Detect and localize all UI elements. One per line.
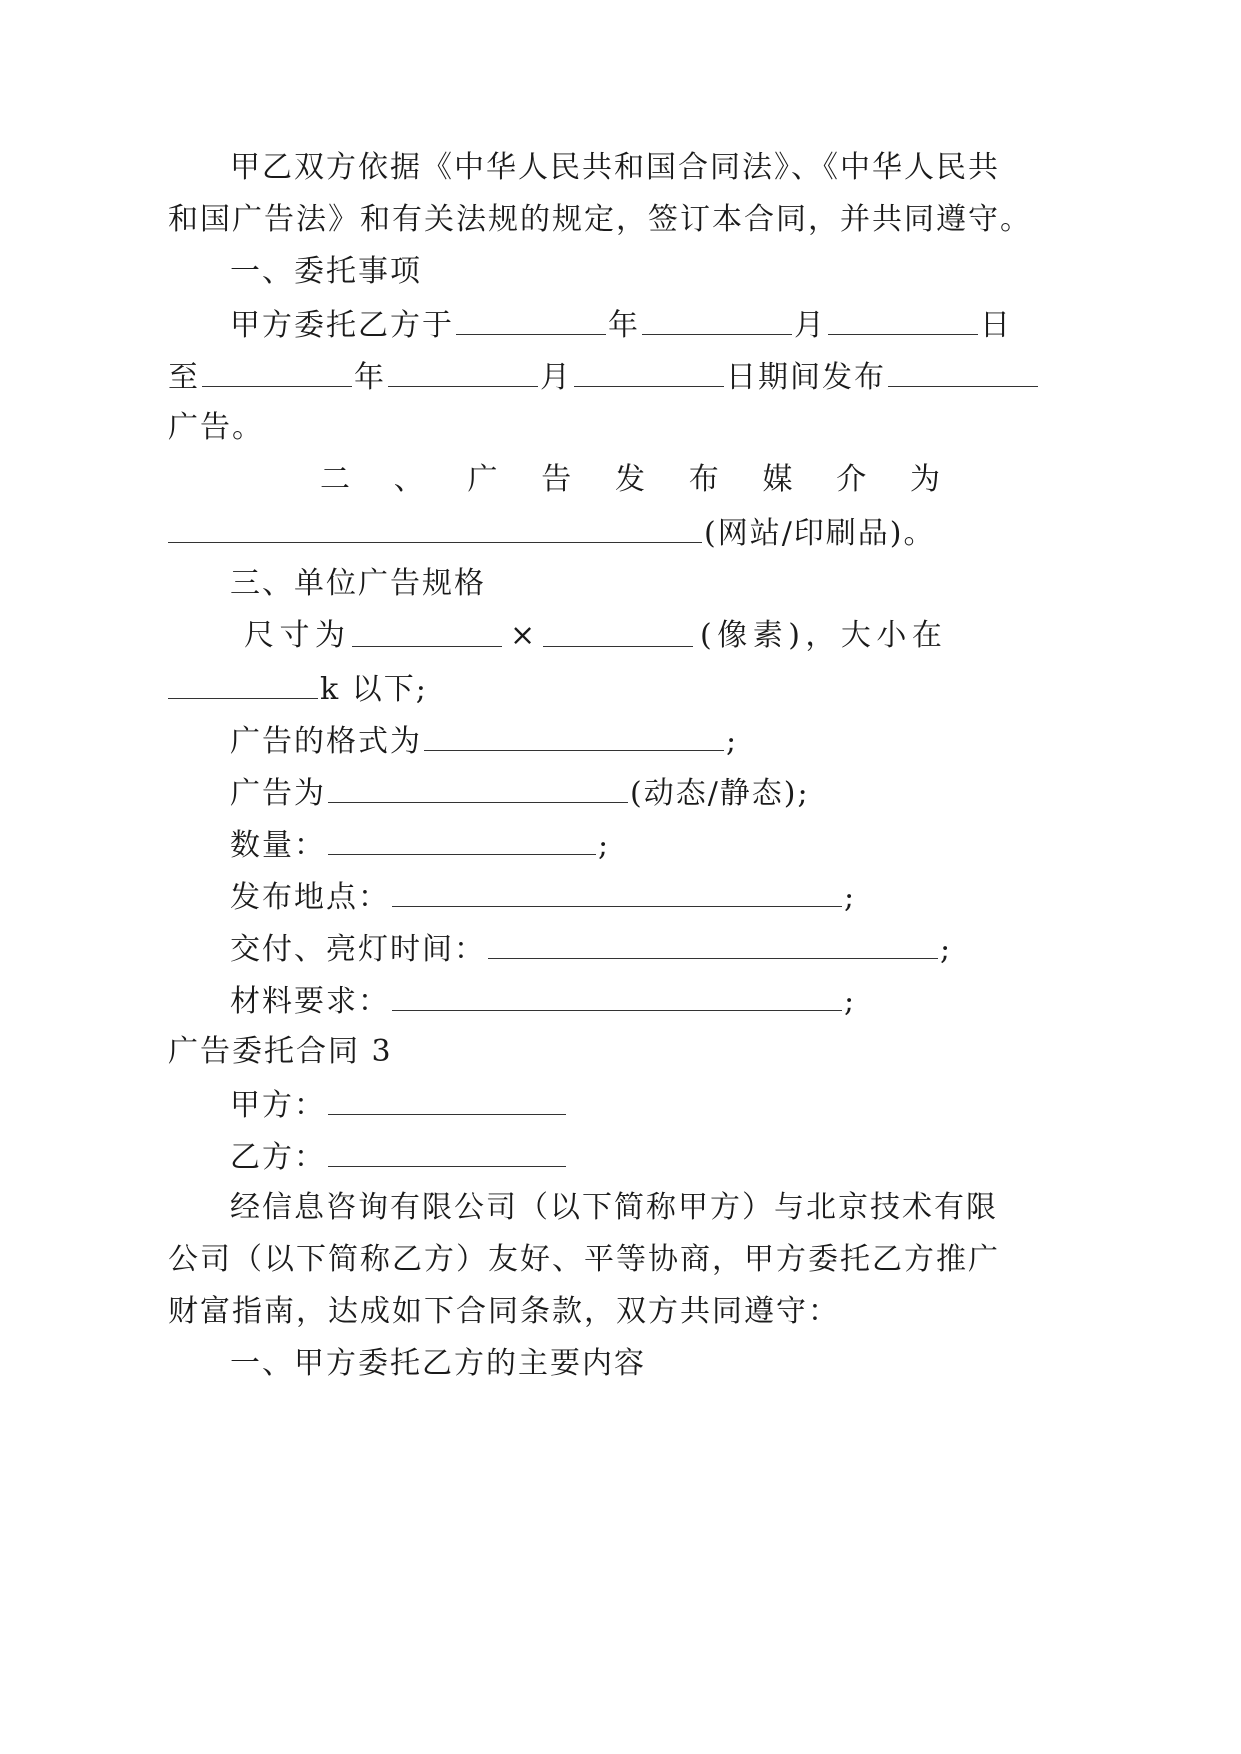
heading-char: 广: [467, 462, 500, 497]
ad-type-suffix: (动态/静态);: [630, 776, 810, 811]
width-blank[interactable]: [352, 616, 502, 647]
times-sign: ×: [509, 618, 536, 653]
intro-line-2: 和国广告法》和有关法规的规定，签订本合同，并共同遵守。: [168, 202, 1032, 237]
heading-char: 介: [836, 462, 869, 497]
month-label: 月: [794, 308, 826, 343]
quantity-blank[interactable]: [328, 824, 596, 855]
month-label: 月: [540, 360, 572, 395]
heading-char: 布: [688, 462, 721, 497]
ad-type-blank[interactable]: [328, 772, 628, 803]
end-year-blank[interactable]: [202, 356, 352, 387]
party-a-line: [230, 1084, 568, 1124]
file-size-blank[interactable]: [168, 668, 318, 699]
size-char: 为: [314, 618, 345, 653]
height-blank[interactable]: [543, 616, 693, 647]
heading-char: 媒: [762, 462, 795, 497]
contract3-body-line-2: 公司（以下简称乙方）友好、平等协商，甲方委托乙方推广: [168, 1242, 1000, 1277]
file-size-line: [168, 668, 428, 708]
party-b-line: [230, 1136, 568, 1176]
contract3-body-line-3: 财富指南，达成如下合同条款，双方共同遵守：: [168, 1294, 840, 1329]
ad-content-blank[interactable]: [888, 356, 1038, 387]
contract3-section1-heading: 一、甲方委托乙方的主要内容: [230, 1346, 646, 1381]
location-blank[interactable]: [392, 876, 842, 907]
party-b-blank[interactable]: [328, 1136, 566, 1167]
location-line: [230, 876, 856, 916]
size-char: 尺: [244, 618, 274, 653]
media-suffix: (网站/印刷品)。: [704, 516, 936, 551]
pixel-char: ，: [805, 618, 836, 653]
year-label: 年: [608, 308, 640, 343]
start-month-blank[interactable]: [642, 304, 792, 335]
materials-line: [230, 980, 856, 1020]
location-label: 发布地点：: [230, 880, 390, 915]
quantity-label: 数量：: [230, 828, 326, 863]
ad-type-label: 广告为: [230, 776, 326, 811]
end-month-blank[interactable]: [388, 356, 538, 387]
heading-char: 、: [393, 462, 426, 497]
location-end: ;: [844, 880, 857, 915]
to-label: 至: [168, 360, 200, 395]
party-b-label: 乙方：: [230, 1140, 326, 1175]
intro-line-1: 甲乙双方依据《中华人民共和国合同法》、《中华人民共: [230, 150, 1000, 185]
section1-date-line-1: [230, 304, 1012, 344]
start-day-blank[interactable]: [828, 304, 978, 335]
materials-label: 材料要求：: [230, 984, 390, 1019]
delivery-line: [230, 928, 952, 968]
contract3-body-line-1: 经信息咨询有限公司（以下简称甲方）与北京技术有限: [230, 1190, 998, 1225]
heading-char: 为: [910, 462, 942, 497]
pixel-char: ): [788, 618, 800, 653]
media-blank[interactable]: [168, 512, 702, 543]
delivery-blank[interactable]: [488, 928, 938, 959]
heading-char: 发: [615, 462, 647, 497]
delivery-end: ;: [940, 932, 953, 967]
file-size-suffix: k 以下;: [320, 672, 428, 707]
day-label: 日: [980, 308, 1012, 343]
commission-text: 甲方委托乙方于: [230, 308, 454, 343]
pixel-char: 像: [717, 618, 748, 653]
size-char: 寸: [279, 618, 310, 653]
section2-media-line: [168, 512, 936, 552]
party-a-blank[interactable]: [328, 1084, 566, 1115]
pixel-char: 小: [876, 618, 907, 653]
pixel-char: (: [700, 618, 712, 653]
materials-end: ;: [844, 984, 857, 1019]
quantity-line: [230, 824, 610, 864]
end-day-blank[interactable]: [574, 356, 724, 387]
heading-char: 二: [320, 462, 352, 497]
format-label: 广告的格式为: [230, 724, 422, 759]
format-end: ;: [726, 724, 739, 759]
pixel-char: 在: [911, 618, 942, 653]
pixel-char: 大: [840, 618, 871, 653]
period-label: 日期间发布: [726, 360, 886, 395]
contract3-title: 广告委托合同 3: [168, 1034, 393, 1069]
format-line: [230, 720, 738, 760]
section3-heading: 三、单位广告规格: [230, 566, 486, 601]
section1-date-line-2: [168, 356, 942, 396]
heading-char: 告: [541, 462, 574, 497]
start-year-blank[interactable]: [456, 304, 606, 335]
format-blank[interactable]: [424, 720, 724, 751]
section1-heading: 一、委托事项: [230, 254, 422, 289]
ad-end-text: 广告。: [168, 410, 264, 445]
size-line: [244, 616, 942, 656]
delivery-label: 交付、亮灯时间：: [230, 932, 486, 967]
party-a-label: 甲方：: [230, 1088, 326, 1123]
pixel-char: 素: [752, 618, 783, 653]
ad-type-line: [230, 772, 810, 812]
quantity-end: ;: [598, 828, 611, 863]
section2-heading: [320, 460, 942, 500]
year-label: 年: [354, 360, 386, 395]
materials-blank[interactable]: [392, 980, 842, 1011]
